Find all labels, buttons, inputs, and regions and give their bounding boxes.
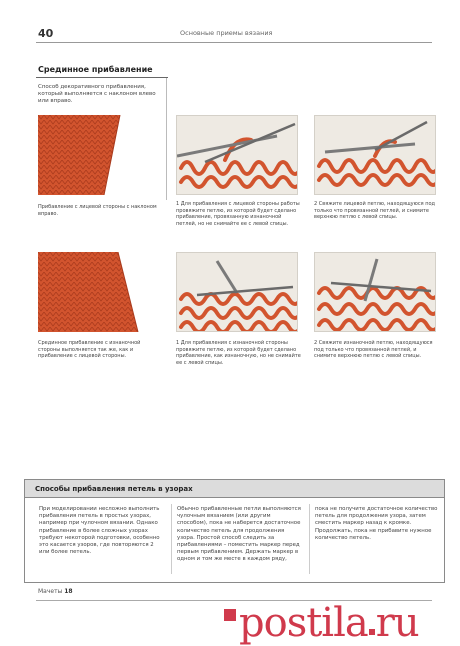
photo-step-1-purl-side bbox=[176, 252, 298, 332]
photo-step-1-knit-side bbox=[176, 115, 298, 195]
tips-column-2: Обычно прибавленные петли выполняются чулочным вязанием (или другим способом), пока не наберется достаточное количество петель для продолжения узора. Простой способ следить за прибавлениями – поместить маркер перед первым прибавлением. Держать маркер в одном и том же месте в каждом ряду, bbox=[177, 506, 301, 563]
section-rule bbox=[36, 77, 168, 78]
page-footer bbox=[38, 588, 73, 595]
section-intro: Способ декоративного прибавления, который выполняется с наклоном влево или вправо. bbox=[38, 84, 156, 104]
footer-book: Мачеты bbox=[38, 588, 63, 595]
tips-column-divider bbox=[309, 504, 310, 574]
step-1-knit-text: 1 Для прибавления с лицевой стороны работы провяжите петлю, из которой будет сделано прибавление, провязанную изнаночной петлей, но не снимайте ее с левой спицы. bbox=[176, 201, 300, 227]
step-1-purl-text: 1 Для прибавления с изнаночной стороны провяжите петлю, из которой будет сделано прибавление, как изнаночную, но не снимайте ее с левой спицы. bbox=[176, 340, 301, 366]
step-2-purl-text: 2 Свяжите изнаночной петлю, находящуюся под только что провязанной петлей, и снимите верхнюю петлю с левой спицы. bbox=[314, 340, 433, 359]
photo-step-2-purl-side bbox=[314, 252, 436, 332]
caption-purl-side: Срединное прибавление с изнаночной стороны выполняется так же, как и прибавление с лицевой стороны. bbox=[38, 340, 141, 359]
tips-box-header bbox=[25, 480, 444, 498]
tips-column-divider bbox=[171, 504, 172, 574]
knit-swatch-purl-side bbox=[38, 252, 160, 332]
section-title: Срединное прибавление bbox=[38, 65, 153, 74]
step-2-knit-text: 2 Свяжите лицевой петлю, находящуюся под только что провязанной петлей, и снимите верхнюю петлю с левой спицы. bbox=[314, 201, 435, 220]
knit-swatch-right-slant bbox=[38, 115, 160, 195]
watermark-dot-icon bbox=[369, 629, 375, 635]
header-rule bbox=[36, 42, 432, 43]
watermark-square-icon bbox=[224, 609, 236, 621]
tips-column-3: пока не получите достаточное количество петель для продолжения узора, затем сместить маркер назад к кромке. Продолжать, пока не прибавите нужное количество петель. bbox=[315, 506, 438, 541]
tips-box-title: Способы прибавления петель в узорах bbox=[35, 485, 193, 493]
page-number: 40 bbox=[38, 27, 54, 40]
footer-number: 18 bbox=[64, 588, 73, 595]
running-header: Основные приемы вязания bbox=[180, 29, 273, 37]
column-divider bbox=[166, 78, 167, 200]
tips-column-1: При моделировании несложно выполнить прибавления петель в простых узорах, например при чулочном вязании. Однако прибавление в более сложных узорах требуют некоторой подготовки, особенно это касается узоров, где повторяются 2 или более петель. bbox=[39, 506, 160, 556]
photo-step-2-knit-side bbox=[314, 115, 436, 195]
tips-box bbox=[24, 479, 445, 583]
caption-right-slant: Прибавление с лицевой стороны с наклоном вправо. bbox=[38, 204, 157, 217]
watermark-logo: postila ru bbox=[224, 600, 419, 646]
